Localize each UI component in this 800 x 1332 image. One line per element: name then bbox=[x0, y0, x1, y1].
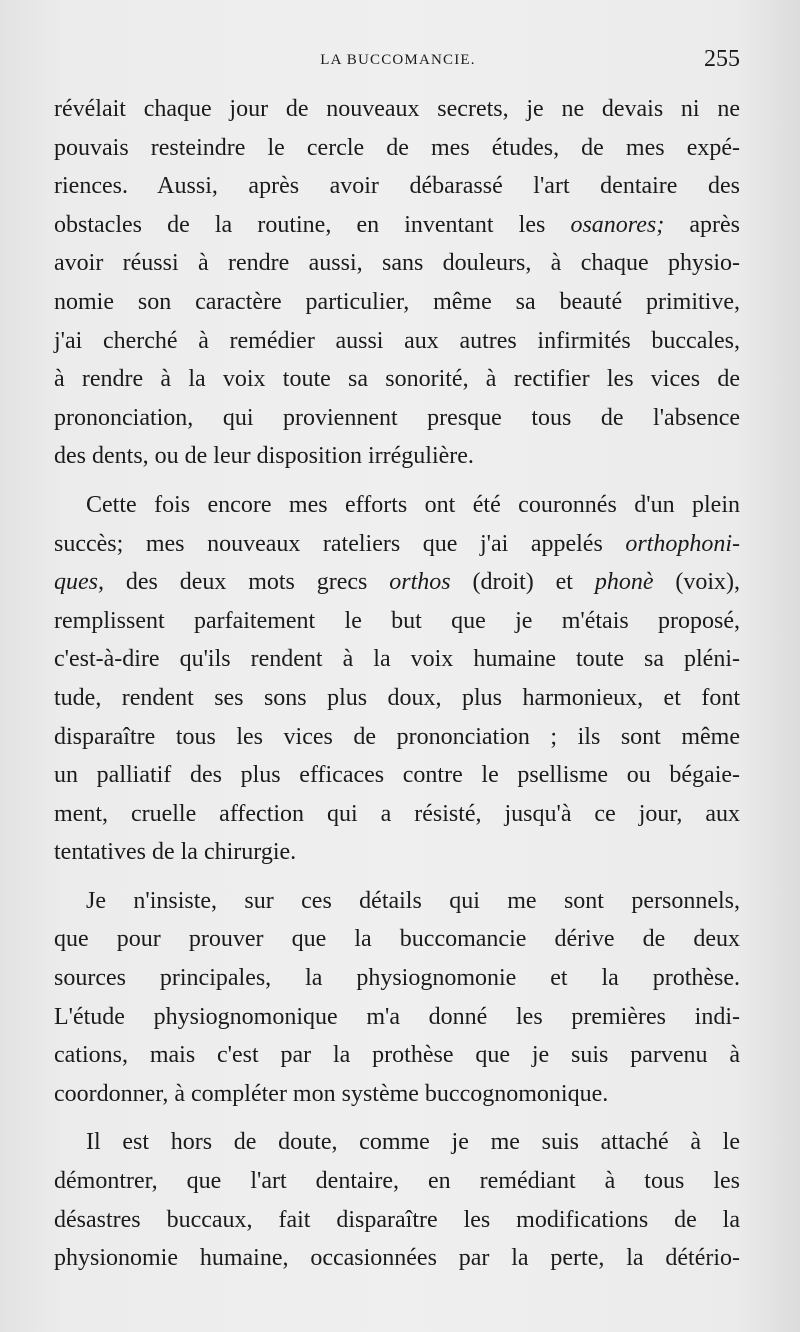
text-line: Cette fois encore mes efforts ont été couronnés d'un plein bbox=[86, 491, 740, 518]
italic-term: phonè bbox=[594, 569, 654, 596]
text-line: remplissent parfaitement le but que je m'étais proposé, bbox=[54, 607, 740, 634]
italic-term: osanores; bbox=[570, 211, 665, 238]
text-line: c'est-à-dire qu'ils rendent à la voix humaine toute sa pléni- bbox=[54, 646, 740, 673]
text-line: ment, cruelle affection qui a résisté, jusqu'à ce jour, aux bbox=[54, 800, 740, 827]
text-line: cations, mais c'est par la prothèse que je suis parvenu à bbox=[54, 1042, 740, 1069]
text-line: j'ai cherché à remédier aussi aux autres infirmités buccales, bbox=[54, 327, 740, 354]
body-text bbox=[54, 90, 740, 1288]
text-line: L'étude physiognomonique m'a donné les premières indi- bbox=[54, 1003, 740, 1030]
text-run: obstacles de la routine, en inventant les bbox=[54, 211, 571, 238]
text-run: (voix), bbox=[653, 569, 740, 596]
text-line: nomie son caractère particulier, même sa beauté primitive, bbox=[54, 288, 740, 315]
text-run: après bbox=[664, 211, 740, 238]
text-line: tentatives de la chirurgie. bbox=[54, 839, 297, 866]
italic-term: ques, bbox=[54, 569, 104, 596]
italic-term: orthophoni- bbox=[625, 530, 740, 557]
running-head: LA BUCCOMANCIE. bbox=[320, 52, 476, 68]
paragraph-3 bbox=[54, 882, 740, 1114]
text-line bbox=[54, 563, 740, 602]
text-line: tude, rendent ses sons plus doux, plus harmonieux, et font bbox=[54, 684, 740, 711]
text-line: coordonner, à compléter mon système buccognomonique. bbox=[54, 1080, 609, 1107]
paragraph-1 bbox=[54, 90, 740, 476]
text-line: des dents, ou de leur disposition irrégulière. bbox=[54, 443, 474, 470]
text-line bbox=[54, 206, 740, 245]
text-line: un palliatif des plus efficaces contre le psellisme ou bégaie- bbox=[54, 762, 740, 789]
text-line: révélait chaque jour de nouveaux secrets, je ne devais ni ne bbox=[54, 96, 740, 122]
text-line: Je n'insiste, sur ces détails qui me sont personnels, bbox=[86, 887, 740, 914]
text-line: riences. Aussi, après avoir débarassé l'art dentaire des bbox=[54, 173, 740, 200]
text-line: physionomie humaine, occasionnées par la perte, la détério- bbox=[54, 1245, 740, 1272]
text-line: à rendre à la voix toute sa sonorité, à rectifier les vices de bbox=[54, 366, 740, 393]
text-line: désastres buccaux, fait disparaître les modifications de la bbox=[54, 1206, 740, 1233]
paragraph-4 bbox=[54, 1123, 740, 1277]
text-line: prononciation, qui proviennent presque tous de l'absence bbox=[54, 404, 740, 431]
text-run: succès; mes nouveaux rateliers que j'ai appelés bbox=[54, 530, 626, 557]
text-line: que pour prouver que la buccomancie dérive de deux bbox=[54, 926, 740, 953]
text-run: des deux mots grecs bbox=[104, 569, 390, 596]
text-run: (droit) et bbox=[450, 569, 595, 596]
page-number: 255 bbox=[704, 46, 740, 72]
text-line: pouvais resteindre le cercle de mes études, de mes expé- bbox=[54, 134, 740, 161]
text-line: démontrer, que l'art dentaire, en remédiant à tous les bbox=[54, 1168, 740, 1195]
text-line bbox=[54, 525, 740, 564]
page-header bbox=[56, 46, 740, 76]
italic-term: orthos bbox=[389, 569, 451, 596]
text-line: Il est hors de doute, comme je me suis attaché à le bbox=[86, 1129, 740, 1156]
paragraph-2 bbox=[54, 486, 740, 872]
text-line: sources principales, la physiognomonie et la prothèse. bbox=[54, 965, 740, 992]
text-line: disparaître tous les vices de prononciation ; ils sont même bbox=[54, 723, 740, 750]
text-line: avoir réussi à rendre aussi, sans douleurs, à chaque physio- bbox=[54, 250, 740, 277]
